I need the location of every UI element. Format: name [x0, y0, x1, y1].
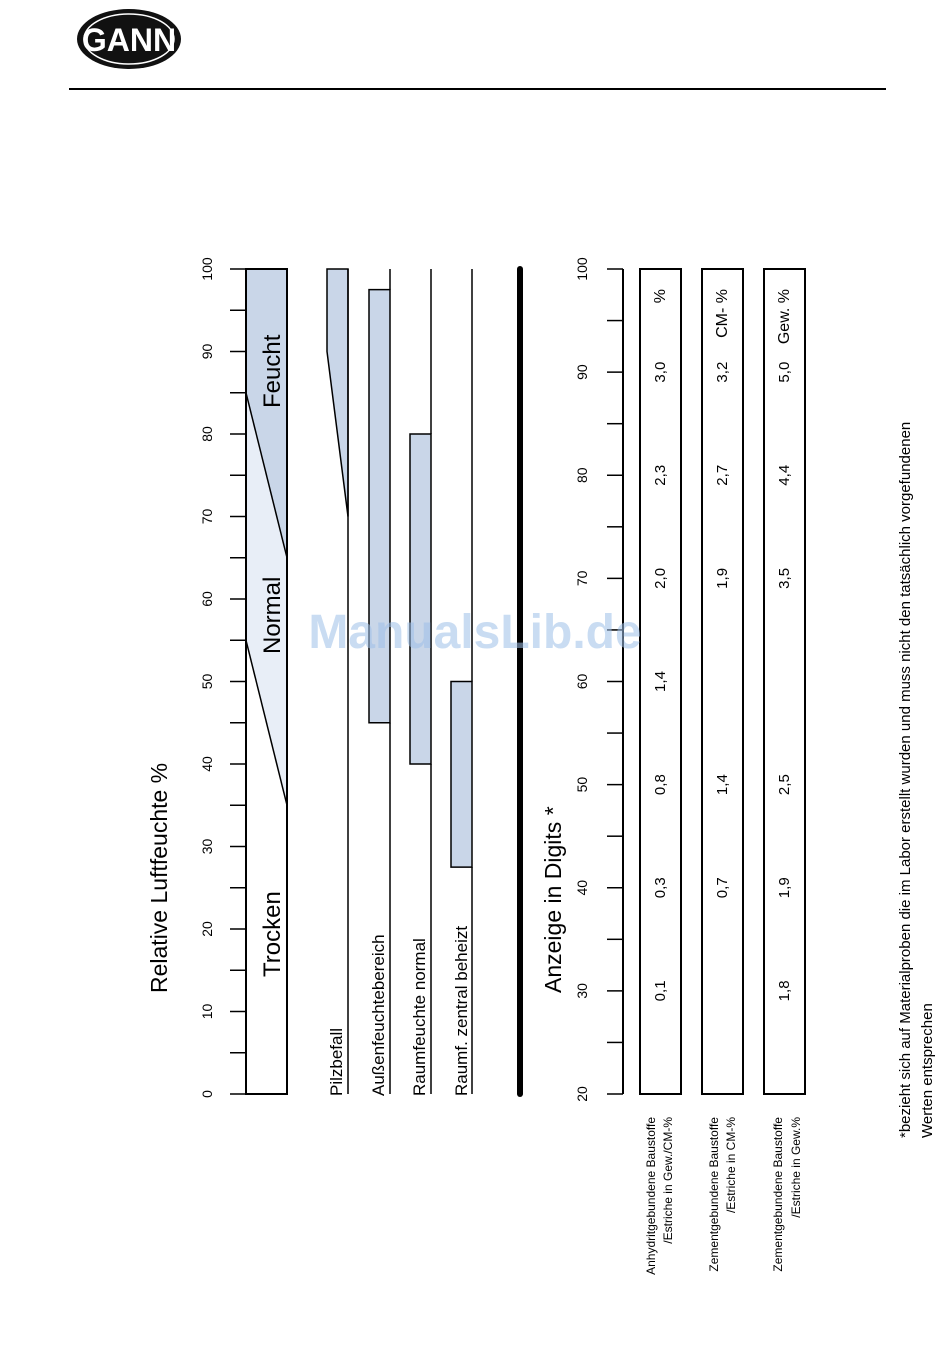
range-label-3: Raumf. zentral beheizt [452, 925, 471, 1096]
material-value: 1,4 [714, 774, 731, 796]
range-label-1: Außenfeuchtebereich [369, 934, 388, 1096]
footnote-line2: Werten entsprechen [919, 1003, 936, 1138]
range-bar-pilzbefall [327, 269, 348, 517]
rh-tick-label: 70 [199, 508, 215, 525]
digits-tick-label: 80 [574, 467, 590, 484]
material-value: 0,8 [652, 774, 669, 796]
material-column-2 [764, 269, 805, 1094]
material-unit: CM- % [714, 289, 731, 338]
material-label-line2: /Estriche in Gew./CM-% [661, 1117, 675, 1244]
footnote-line1: *bezieht sich auf Materialproben die im Labor erstellt wurden und muss nicht den tatsächlich vorgefundenen [897, 421, 914, 1138]
range-label-2: Raumfeuchte normal [410, 938, 429, 1096]
material-label-line1: Zementgebundene Baustoffe [707, 1117, 721, 1272]
material-unit: Gew. % [776, 289, 793, 345]
material-label-line2: /Estriche in Gew.% [789, 1117, 803, 1218]
material-value: 3,5 [776, 567, 793, 589]
digits-tick-label: 60 [574, 673, 590, 690]
material-column-1 [702, 269, 743, 1094]
range-label-0: Pilzbefall [327, 1027, 346, 1096]
material-value: 1,9 [776, 877, 793, 899]
rh-tick-label: 0 [199, 1090, 215, 1098]
digits-tick-label: 40 [574, 879, 590, 896]
range-bar-3 [451, 682, 472, 868]
rh-axis-title: Relative Luftfeuchte % [146, 762, 172, 993]
material-value: 1,9 [714, 567, 731, 589]
material-value: 0,1 [652, 980, 669, 1002]
digits-tick-label: 50 [574, 776, 590, 793]
digits-tick-label: 30 [574, 983, 590, 999]
material-value: 4,4 [776, 464, 793, 486]
material-value: 1,8 [776, 980, 793, 1002]
material-label-line1: Zementgebundene Baustoffe [771, 1117, 785, 1272]
range-bar-2 [410, 434, 431, 764]
digits-tick-label: 70 [574, 570, 590, 587]
material-unit: % [652, 289, 669, 304]
material-value: 3,2 [714, 361, 731, 383]
rh-tick-label: 100 [199, 257, 215, 281]
material-value: 2,7 [714, 464, 731, 486]
zone-label-normal: Normal [259, 576, 286, 654]
material-label-line2: /Estriche in CM-% [724, 1117, 738, 1214]
rh-tick-label: 20 [199, 921, 215, 937]
material-value: 0,3 [652, 877, 669, 899]
rh-tick-label: 30 [199, 838, 215, 855]
material-value: 2,0 [652, 567, 669, 589]
logo-text: GANN [81, 22, 177, 58]
zone-label-trocken: Trocken [259, 891, 286, 977]
zone-label-feucht: Feucht [259, 334, 286, 408]
digits-axis-title: Anzeige in Digits * [540, 806, 566, 993]
material-value: 5,0 [776, 361, 793, 383]
digits-tick-label: 90 [574, 364, 590, 380]
rh-tick-label: 40 [199, 756, 215, 772]
material-value: 2,5 [776, 774, 793, 796]
material-label-line1: Anhydritgebundene Baustoffe [644, 1117, 658, 1275]
material-value: 3,0 [652, 361, 669, 383]
watermark: ManualsLib.de [308, 606, 642, 659]
rh-tick-label: 10 [199, 1003, 215, 1020]
material-value: 2,3 [652, 464, 669, 486]
digits-tick-label: 20 [574, 1086, 590, 1102]
rh-tick-label: 80 [199, 426, 215, 442]
digits-tick-label: 100 [574, 257, 590, 281]
rh-tick-label: 60 [199, 591, 215, 607]
gann-logo [77, 9, 181, 69]
rh-tick-label: 90 [199, 343, 215, 360]
material-value: 1,4 [652, 671, 669, 692]
material-value: 0,7 [714, 877, 731, 899]
rh-tick-label: 50 [199, 673, 215, 690]
